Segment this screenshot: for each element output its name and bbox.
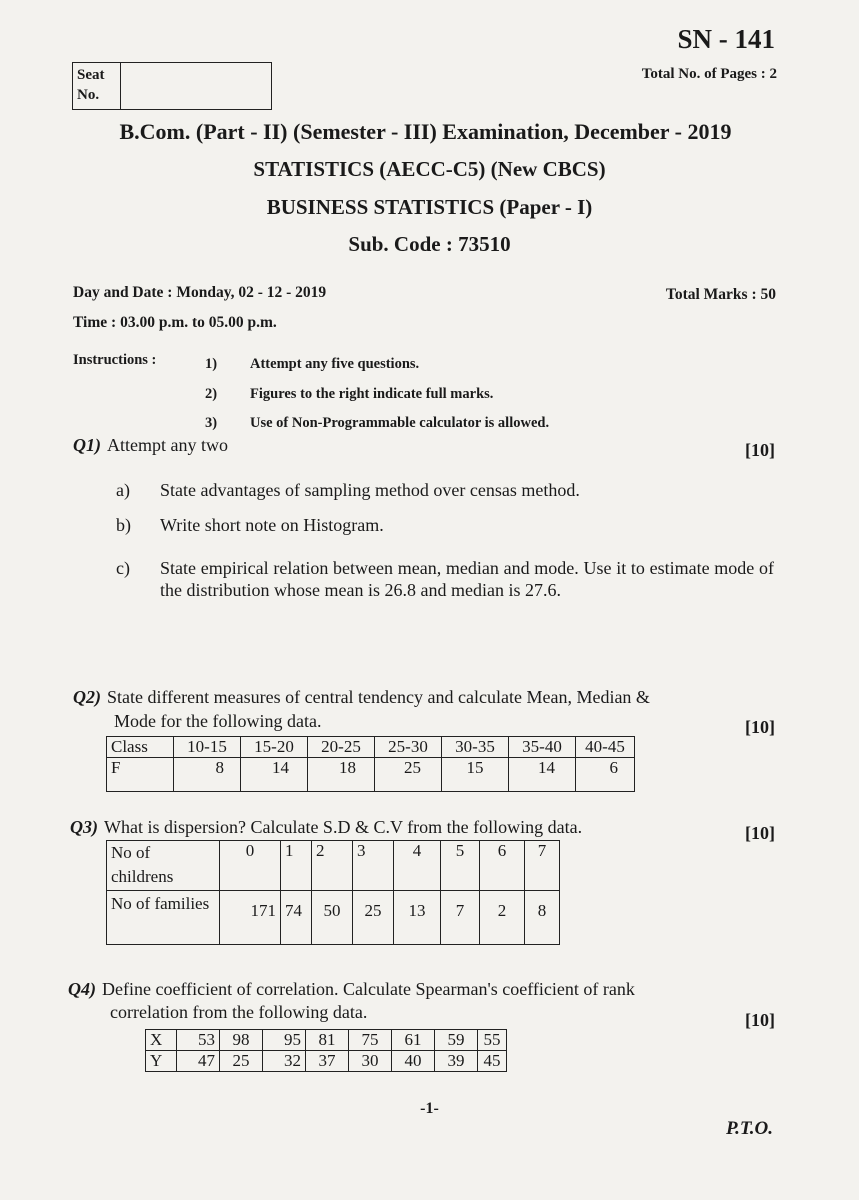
table-cell: 61: [392, 1030, 435, 1051]
table-cell: 50: [312, 891, 353, 945]
paper-code: SN - 141: [677, 24, 775, 54]
q3-text: What is dispersion? Calculate S.D & C.V from the following data.: [104, 817, 583, 837]
table-cell: 81: [306, 1030, 349, 1051]
table-cell: Y: [146, 1051, 177, 1072]
table-cell: 6: [480, 841, 525, 891]
instruction-number: 2): [205, 386, 218, 402]
instruction-item: [205, 386, 493, 403]
instruction-item: [205, 415, 549, 432]
seat-label: [73, 63, 121, 109]
table-cell: X: [146, 1030, 177, 1051]
table-cell: 35-40: [509, 737, 576, 758]
table-cell: 14: [509, 758, 576, 792]
exam-title: B.Com. (Part - II) (Semester - III) Examination, December - 2019: [119, 119, 732, 144]
q4-heading: [68, 979, 635, 1000]
instruction-item: [205, 356, 419, 373]
table-cell: 39: [435, 1051, 478, 1072]
table-cell: 25-30: [375, 737, 442, 758]
table-cell: 7: [525, 841, 560, 891]
q1-text: Attempt any two: [107, 435, 228, 455]
table-cell: 15-20: [241, 737, 308, 758]
instruction-number: 3): [205, 415, 218, 431]
q1-number: Q1): [73, 435, 101, 455]
table-cell: 13: [394, 891, 441, 945]
q3-number: Q3): [70, 817, 98, 837]
table-cell: 3: [353, 841, 394, 891]
table-cell: 30: [349, 1051, 392, 1072]
table-cell: 20-25: [308, 737, 375, 758]
q1-part-b: [116, 514, 776, 536]
table-cell: 40: [392, 1051, 435, 1072]
instruction-text: Attempt any five questions.: [250, 356, 420, 372]
pto-label: P.T.O.: [726, 1118, 773, 1139]
part-label: c): [116, 558, 130, 578]
table-cell: 15: [442, 758, 509, 792]
table-cell: 45: [478, 1051, 507, 1072]
q2-heading: [73, 687, 650, 708]
table-cell: 25: [220, 1051, 263, 1072]
q1-part-a: [116, 479, 776, 501]
q4-text-line1: Define coefficient of correlation. Calculate Spearman's coefficient of rank: [102, 979, 635, 999]
q1-part-c: [116, 557, 776, 601]
seat-label-line2: No.: [77, 87, 100, 103]
part-label: b): [116, 515, 131, 535]
table-cell: 74: [281, 891, 312, 945]
q3-marks: [10]: [745, 823, 775, 843]
table-row: [107, 758, 635, 792]
table-cell: 2: [312, 841, 353, 891]
seat-number-field: [121, 63, 271, 109]
table-cell: 32: [263, 1051, 306, 1072]
q2-text-line2: Mode for the following data.: [114, 711, 322, 731]
table-cell: 8: [525, 891, 560, 945]
table-cell: 4: [394, 841, 441, 891]
q2-number: Q2): [73, 687, 101, 707]
table-cell: F: [107, 758, 174, 792]
instruction-text: Figures to the right indicate full marks.: [250, 386, 494, 402]
instruction-text: Use of Non-Programmable calculator is allowed.: [250, 415, 550, 431]
q4-marks: [10]: [745, 1010, 775, 1030]
table-cell: 53: [177, 1030, 220, 1051]
table-cell: 7: [441, 891, 480, 945]
table-cell: Class: [107, 737, 174, 758]
q2-marks: [10]: [745, 717, 775, 737]
table-row: [107, 841, 560, 891]
instruction-number: 1): [205, 356, 218, 372]
part-text: State advantages of sampling method over censas method.: [160, 480, 580, 500]
table-cell: 14: [241, 758, 308, 792]
table-cell: 98: [220, 1030, 263, 1051]
q1-heading: [73, 435, 228, 456]
table-cell: 30-35: [442, 737, 509, 758]
q2-table: [106, 736, 635, 792]
part-text: Write short note on Histogram.: [160, 515, 384, 535]
table-cell: 47: [177, 1051, 220, 1072]
part-label: a): [116, 480, 130, 500]
q3-table: [106, 840, 560, 945]
q4-text-line2: correlation from the following data.: [110, 1002, 368, 1022]
subject-title: STATISTICS (AECC-C5) (New CBCS): [253, 157, 606, 181]
table-cell: 171: [220, 891, 281, 945]
sub-code: Sub. Code : 73510: [348, 232, 511, 256]
table-row: [107, 737, 635, 758]
table-cell: 2: [480, 891, 525, 945]
page-number: -1-: [420, 1100, 439, 1117]
table-cell: 59: [435, 1030, 478, 1051]
table-cell: 0: [220, 841, 281, 891]
part-text: State empirical relation between mean, median and mode. Use it to estimate mode of the distribution whose mean is 26.8 and median is 27.6.: [160, 558, 774, 600]
table-cell: 18: [308, 758, 375, 792]
seat-number-box: [72, 62, 272, 110]
table-cell: 55: [478, 1030, 507, 1051]
table-cell: No of families: [107, 891, 220, 945]
table-cell: 8: [174, 758, 241, 792]
table-cell: 25: [353, 891, 394, 945]
instructions-label: Instructions :: [73, 352, 157, 368]
table-row: [146, 1051, 507, 1072]
total-pages: Total No. of Pages : 2: [641, 66, 777, 82]
day-and-date: Day and Date : Monday, 02 - 12 - 2019: [73, 284, 327, 301]
table-cell: 1: [281, 841, 312, 891]
seat-label-line1: Seat: [77, 67, 105, 83]
table-cell: 75: [349, 1030, 392, 1051]
table-cell: No of childrens: [107, 841, 220, 891]
table-cell: 40-45: [576, 737, 635, 758]
table-cell: 25: [375, 758, 442, 792]
table-row: [107, 891, 560, 945]
table-cell: 6: [576, 758, 635, 792]
exam-time: Time : 03.00 p.m. to 05.00 p.m.: [73, 314, 277, 331]
q4-table: [145, 1029, 507, 1072]
q3-heading: [70, 817, 582, 838]
table-cell: 37: [306, 1051, 349, 1072]
table-row: [146, 1030, 507, 1051]
q2-text-line1: State different measures of central tendency and calculate Mean, Median &: [107, 687, 650, 707]
table-cell: 95: [263, 1030, 306, 1051]
table-cell: 5: [441, 841, 480, 891]
table-cell: 10-15: [174, 737, 241, 758]
paper-title: BUSINESS STATISTICS (Paper - I): [266, 195, 593, 219]
q1-marks: [10]: [745, 440, 775, 460]
total-marks: Total Marks : 50: [665, 286, 776, 303]
q4-number: Q4): [68, 979, 96, 999]
